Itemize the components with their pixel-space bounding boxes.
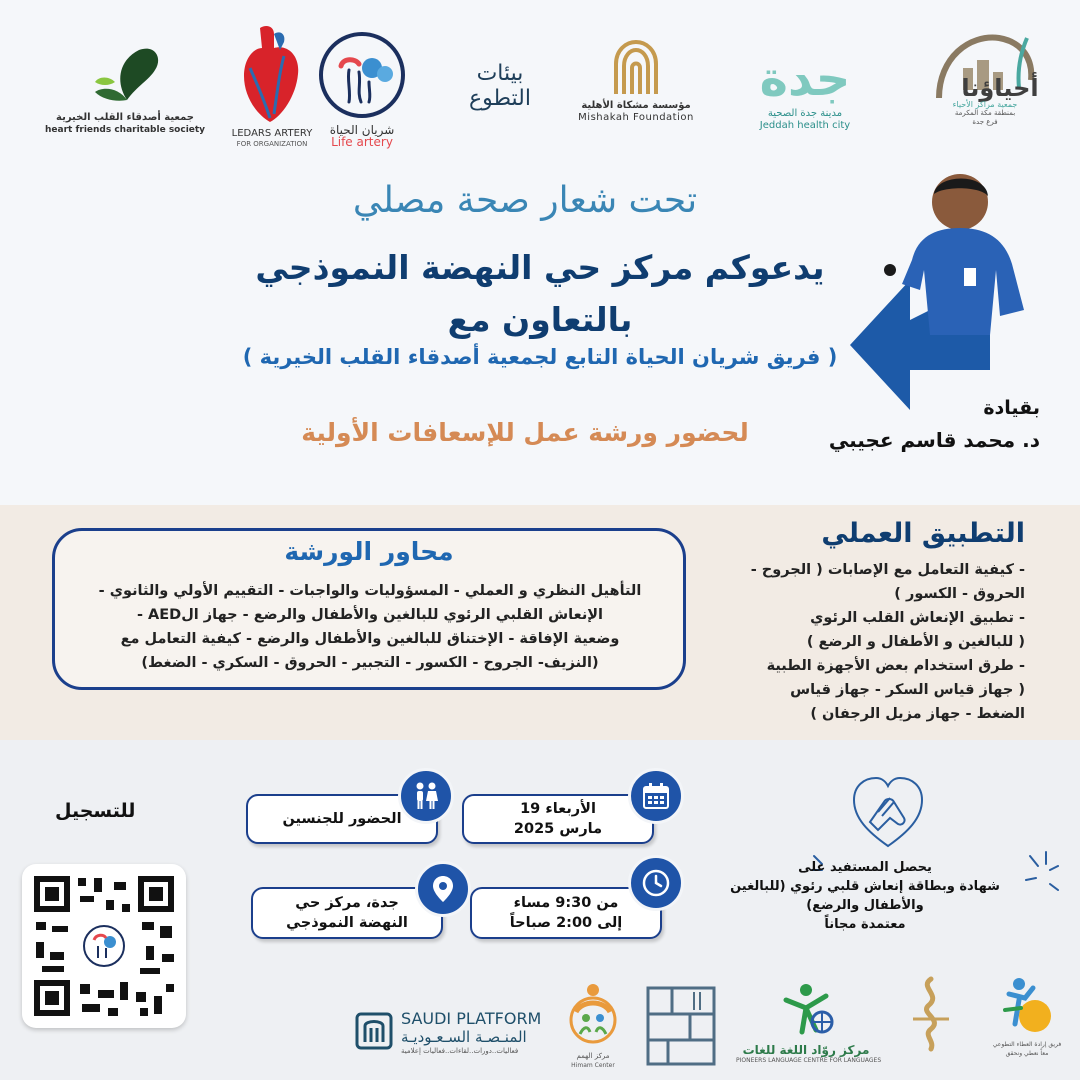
jeddah-wordmark: جدة [759,51,851,107]
clock-icon [641,868,671,898]
practical-item: - طرق استخدام بعض الأجهزة الطبية [766,658,1025,674]
jeddah-health-city-en: Jeddah health city [759,120,851,131]
qr-code-icon [22,864,186,1028]
ahyaona-logo [920,28,1050,127]
date-day: الأربعاء 19 [520,801,596,817]
saudi-platform-icon [355,1012,393,1050]
mishakah-name-en: Mishakah Foundation [578,112,694,123]
topics-line: الإنعاش القلبي الرئوي للبالغين والأطفال والرضع - جهاز الAED - [136,607,604,623]
attendance-text: الحضور للجنسين [282,811,402,827]
ledars-artery-title: LEDARS ARTERY [231,128,313,139]
jeddah-health-city-logo [722,50,888,132]
saudi-platform-sub: فعاليات..دورات..لقاءات..فعاليات إعلامية [401,1047,519,1055]
mishakah-arch-icon [610,38,662,96]
registration-qr-code[interactable] [22,864,186,1028]
pioneers-name-en: PIONEERS LANGUAGE CENTRE FOR LANGUAGES [736,1057,882,1064]
cpr-hands-icon [848,772,928,852]
life-artery-name-ar: شريان الحياة [329,123,395,137]
location-icon-badge [415,861,471,917]
pioneers-name-ar: مركز روّاد اللغة للغات [742,1043,870,1057]
himam-name-en: Himam Center [571,1062,615,1069]
ahyaona-sub-1: جمعية مراكز الأحياء [952,100,1018,109]
ahyaona-sub-3: فرع جدة [972,118,998,126]
pioneers-figure-icon [776,982,836,1040]
calendar-icon [641,781,671,811]
practical-list [735,558,1025,726]
location-pill [251,887,443,939]
practical-item: الحروق - الكسور ) [894,586,1025,602]
lead-label: بقيادة [983,397,1040,419]
himam-name-ar: مركز الهمم [576,1052,610,1060]
ledars-artery-subtitle: FOR ORGANIZATION [236,140,308,148]
ahyaona-sub-2: بمنطقة مكة المكرمة [954,109,1016,117]
topics-line: وضعية الإفاقة - الإختناق للبالغين والأطفال والرضع - كيفية التعامل مع [120,631,620,647]
topics-text [75,579,665,675]
invite-title: يدعوكم مركز حي النهضة النموذجي [255,248,825,287]
topics-box [52,528,686,690]
map-pin-icon [430,874,456,904]
time-start: من 9:30 مساء [513,895,619,911]
heart-friends-leaf-icon [85,42,165,108]
saudi-platform-en: SAUDI PLATFORM [401,1009,542,1028]
himam-figures-icon [564,982,622,1048]
collaboration-label: بالتعاون مع [447,300,633,339]
attendance-icon-badge [398,768,454,824]
mishakah-name-ar: مؤسسة مشكاة الأهلية [581,100,691,111]
practical-item: - تطبيق الإنعاش القلب الرئوي [810,610,1025,626]
anatomical-heart-icon [240,22,304,124]
volunteer-homes-word1: بيئات [476,61,524,86]
time-icon-badge [628,855,684,911]
location-line-2: النهضة النموذجي [286,915,408,931]
certificate-line-1: يحصل المستفيد على [798,860,932,875]
practical-item: - كيفية التعامل مع الإصابات ( الجروح - [750,562,1025,578]
life-artery-name-en: Life artery [331,135,393,149]
ledars-artery-logo [222,22,322,149]
iradat-figure-icon [997,976,1057,1036]
heart-friends-name-en: heart friends charitable society [45,125,206,135]
certificate-line-2: شهادة وبطاقة إنعاش قلبي رئوي (للبالغين والأطفال والرضع) [730,879,1000,913]
jeddah-health-city-ar: مدينة جدة الصحية [767,108,843,119]
pioneers-language-logo [736,982,882,1065]
bookshelf-icon [644,984,718,1068]
shelves-logo [644,984,718,1072]
iradat-line-1: فريق إرادة العطاء التطوعي [992,1041,1062,1048]
iradat-team-logo [982,976,1072,1058]
certificate-text [700,858,1030,934]
volunteer-homes-logo [440,62,560,112]
topics-line: (النزيف- الجروح - الكسور - التجبير - الحروق - السكري - الضغط) [141,655,599,671]
team-name: ( فريق شريان الحياة التابع لجمعية أصدقاء القلب الخيرية ) [242,345,838,369]
himam-center-logo [560,982,626,1070]
life-artery-icon [317,30,407,120]
calligraphy-emblem-icon [901,975,961,1053]
practical-title: التطبيق العملي [821,518,1025,549]
iradat-line-2: معاً نعطي ونحقق [1005,1050,1049,1057]
date-month: مارس 2025 [513,821,603,837]
workshop-title: لحضور ورشة عمل للإسعافات الأولية [301,418,749,447]
practical-item: ( جهاز قياس السكر - جهاز قياس [790,682,1025,698]
date-icon-badge [628,768,684,824]
presenter-photo [840,160,1040,430]
calligraphy-logo [892,975,970,1057]
volunteer-homes-word2: التطوع [469,86,531,111]
slogan: تحت شعار صحة مصلي [352,180,698,221]
saudi-platform-ar: المنـصـة السـعـوديـة [401,1028,527,1046]
life-artery-logo [312,30,412,148]
topics-line: التأهيل النظري و العملي - المسؤوليات والواجبات - التقييم الأولي والثانوي - [98,583,642,599]
heart-friends-logo [45,42,205,136]
saudi-platform-logo [355,1010,550,1056]
time-end: إلى 2:00 صباحاً [509,915,623,931]
ahyaona-wordmark: أحياؤنا [961,74,1039,102]
mishakah-logo [574,38,698,124]
lead-name: د. محمد قاسم عجيبي [828,428,1040,452]
heart-friends-name-ar: جمعية أصدقاء القلب الخيرية [56,112,194,123]
date-pill [462,794,654,844]
location-line-1: جدة، مركز حي [295,895,399,911]
people-icon [411,781,441,811]
topics-title: محاور الورشة [284,537,454,566]
registration-label: للتسجيل [55,800,136,822]
practical-item: الضغط - جهاز مزيل الرجفان ) [810,706,1025,722]
practical-item: ( للبالغين و الأطفال و الرضع ) [806,634,1025,650]
certificate-line-3: معتمدة مجاناً [824,917,906,932]
